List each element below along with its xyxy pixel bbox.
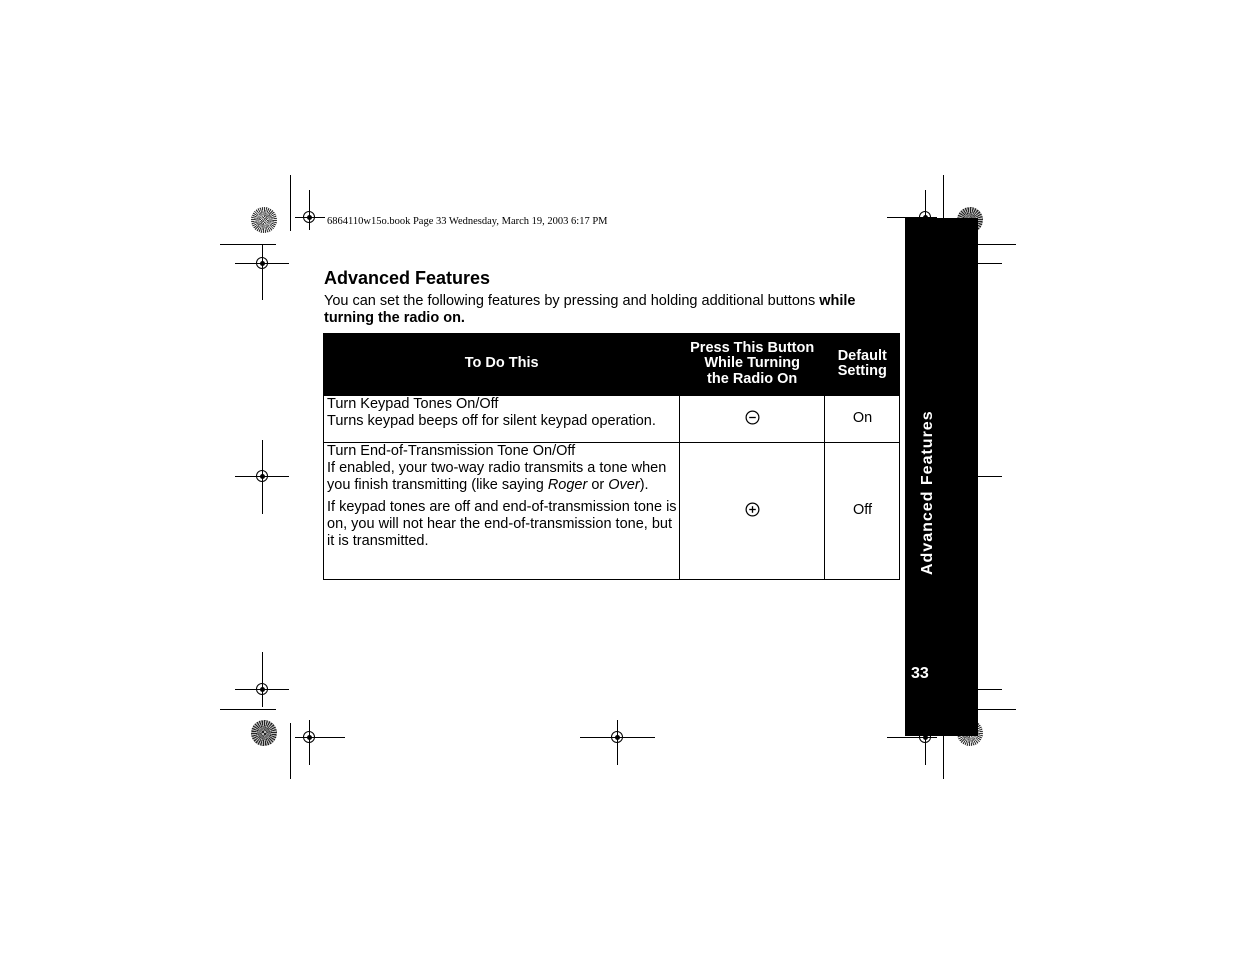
- registration-target-icon: [256, 257, 268, 269]
- feature-description: Turns keypad beeps off for silent keypad operation.: [327, 413, 656, 429]
- intro-bold-text: while turning the radio on.: [324, 293, 856, 326]
- section-title: Advanced Features: [324, 268, 491, 288]
- starburst-mark-icon: [251, 207, 277, 233]
- registration-target-icon: [611, 731, 623, 743]
- column-header-to-do-this: To Do This: [324, 333, 680, 396]
- table-row: [324, 396, 900, 443]
- intro-paragraph: [324, 293, 900, 327]
- table-row: [324, 443, 900, 580]
- registration-target-icon: [303, 731, 315, 743]
- plus-button-icon: [745, 502, 760, 517]
- side-tab: [905, 218, 978, 736]
- feature-description: If enabled, your two-way radio transmits a tone when you finish transmitting (like saying Roger or Over).: [327, 460, 667, 493]
- button-cell: [680, 396, 825, 443]
- minus-button-icon: [745, 410, 760, 425]
- feature-title: Turn Keypad Tones On/Off: [327, 396, 499, 412]
- column-header-press-button: Press This Button While Turning the Radio On: [680, 333, 825, 396]
- intro-text: You can set the following features by pressing and holding additional buttons: [324, 293, 820, 309]
- print-slug: 6864110w15o.book Page 33 Wednesday, March 19, 2003 6:17 PM: [327, 216, 608, 227]
- registration-target-icon: [256, 470, 268, 482]
- column-header-default-setting: Default Setting: [825, 333, 900, 396]
- side-tab-label: Advanced Features: [919, 410, 936, 575]
- feature-note: If keypad tones are off and end-of-transmission tone is on, you will not hear the end-of-transmission tone, but it is transmitted.: [327, 499, 677, 549]
- page-number: 33: [911, 665, 929, 682]
- starburst-mark-icon: [251, 720, 277, 746]
- feature-title: Turn End-of-Transmission Tone On/Off: [327, 443, 576, 459]
- default-setting-cell: Off: [825, 443, 900, 580]
- registration-target-icon: [256, 683, 268, 695]
- feature-cell: [324, 396, 680, 443]
- feature-cell: [324, 443, 680, 580]
- button-cell: [680, 443, 825, 580]
- registration-target-icon: [303, 211, 315, 223]
- table-header-row: [324, 333, 900, 396]
- default-setting-cell: On: [825, 396, 900, 443]
- features-table: [323, 333, 900, 580]
